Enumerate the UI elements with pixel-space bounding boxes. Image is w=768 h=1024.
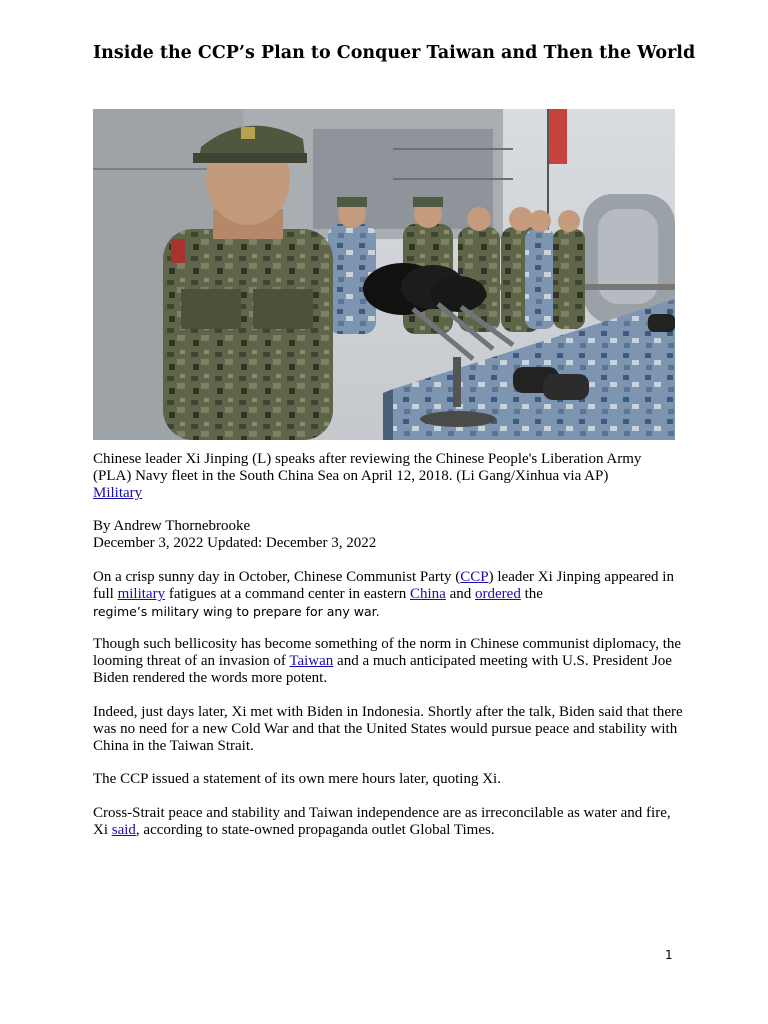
link-said[interactable]: said bbox=[111, 822, 136, 838]
para2-text-2: and a much anticipated meeting with U.S. President Joe Biden rendered the words more potent. bbox=[93, 653, 672, 686]
para1-text-3: fatigues at a command center in eastern bbox=[165, 586, 410, 602]
paragraph-3 bbox=[93, 704, 683, 755]
paragraph-2 bbox=[93, 636, 683, 687]
article-byline bbox=[93, 518, 683, 552]
article-date: December 3, 2022 Updated: December 3, 2022 bbox=[93, 535, 377, 551]
para5-text-1: Cross-Strait peace and stability and Taiwan independence are as irreconcilable as water and fire, Xi bbox=[93, 805, 671, 838]
para1-text-1: On a crisp sunny day in October, Chinese Communist Party ( bbox=[93, 569, 461, 585]
para4-text: The CCP issued a statement of its own mere hours later, quoting Xi. bbox=[93, 771, 501, 787]
paragraph-5 bbox=[93, 805, 683, 839]
category-link-military[interactable]: Military bbox=[93, 485, 143, 501]
paragraph-4 bbox=[93, 771, 683, 788]
link-ccp[interactable]: CCP bbox=[460, 569, 489, 585]
photo-illustration bbox=[93, 109, 675, 440]
link-china[interactable]: China bbox=[410, 586, 446, 602]
caption-text: Chinese leader Xi Jinping (L) speaks after reviewing the Chinese People's Liberation Army (PLA) Navy fleet in the South China Sea on April 12, 2018. (Li Gang/Xinhua via AP) bbox=[93, 451, 642, 484]
para1-tail: regime’s military wing to prepare for any war. bbox=[93, 604, 380, 619]
para1-text-5: the bbox=[520, 586, 543, 602]
link-taiwan[interactable]: Taiwan bbox=[289, 653, 334, 669]
author-name: By Andrew Thornebrooke bbox=[93, 518, 251, 534]
paragraph-1 bbox=[93, 569, 683, 621]
article-title: Inside the CCP’s Plan to Conquer Taiwan and Then the World bbox=[93, 43, 696, 63]
para2-text-1: Though such bellicosity has become something of the norm in Chinese communist diplomacy, the looming threat of an invasion of bbox=[93, 636, 682, 669]
para5-text-2: , according to state-owned propaganda outlet Global Times. bbox=[135, 822, 495, 838]
article-photo bbox=[93, 109, 675, 440]
para3-text: Indeed, just days later, Xi met with Biden in Indonesia. Shortly after the talk, Biden said that there was no need for a new Cold War and that the United States would pursue peace and stability with China in the Taiwan Strait. bbox=[93, 704, 683, 754]
para1-text-4: and bbox=[445, 586, 476, 602]
para1-text-2: ) leader Xi Jinping appeared in full bbox=[93, 569, 674, 602]
link-ordered[interactable]: ordered bbox=[475, 586, 521, 602]
photo-caption bbox=[93, 451, 683, 502]
page-number: 1 bbox=[665, 948, 673, 962]
link-military[interactable]: military bbox=[117, 586, 166, 602]
